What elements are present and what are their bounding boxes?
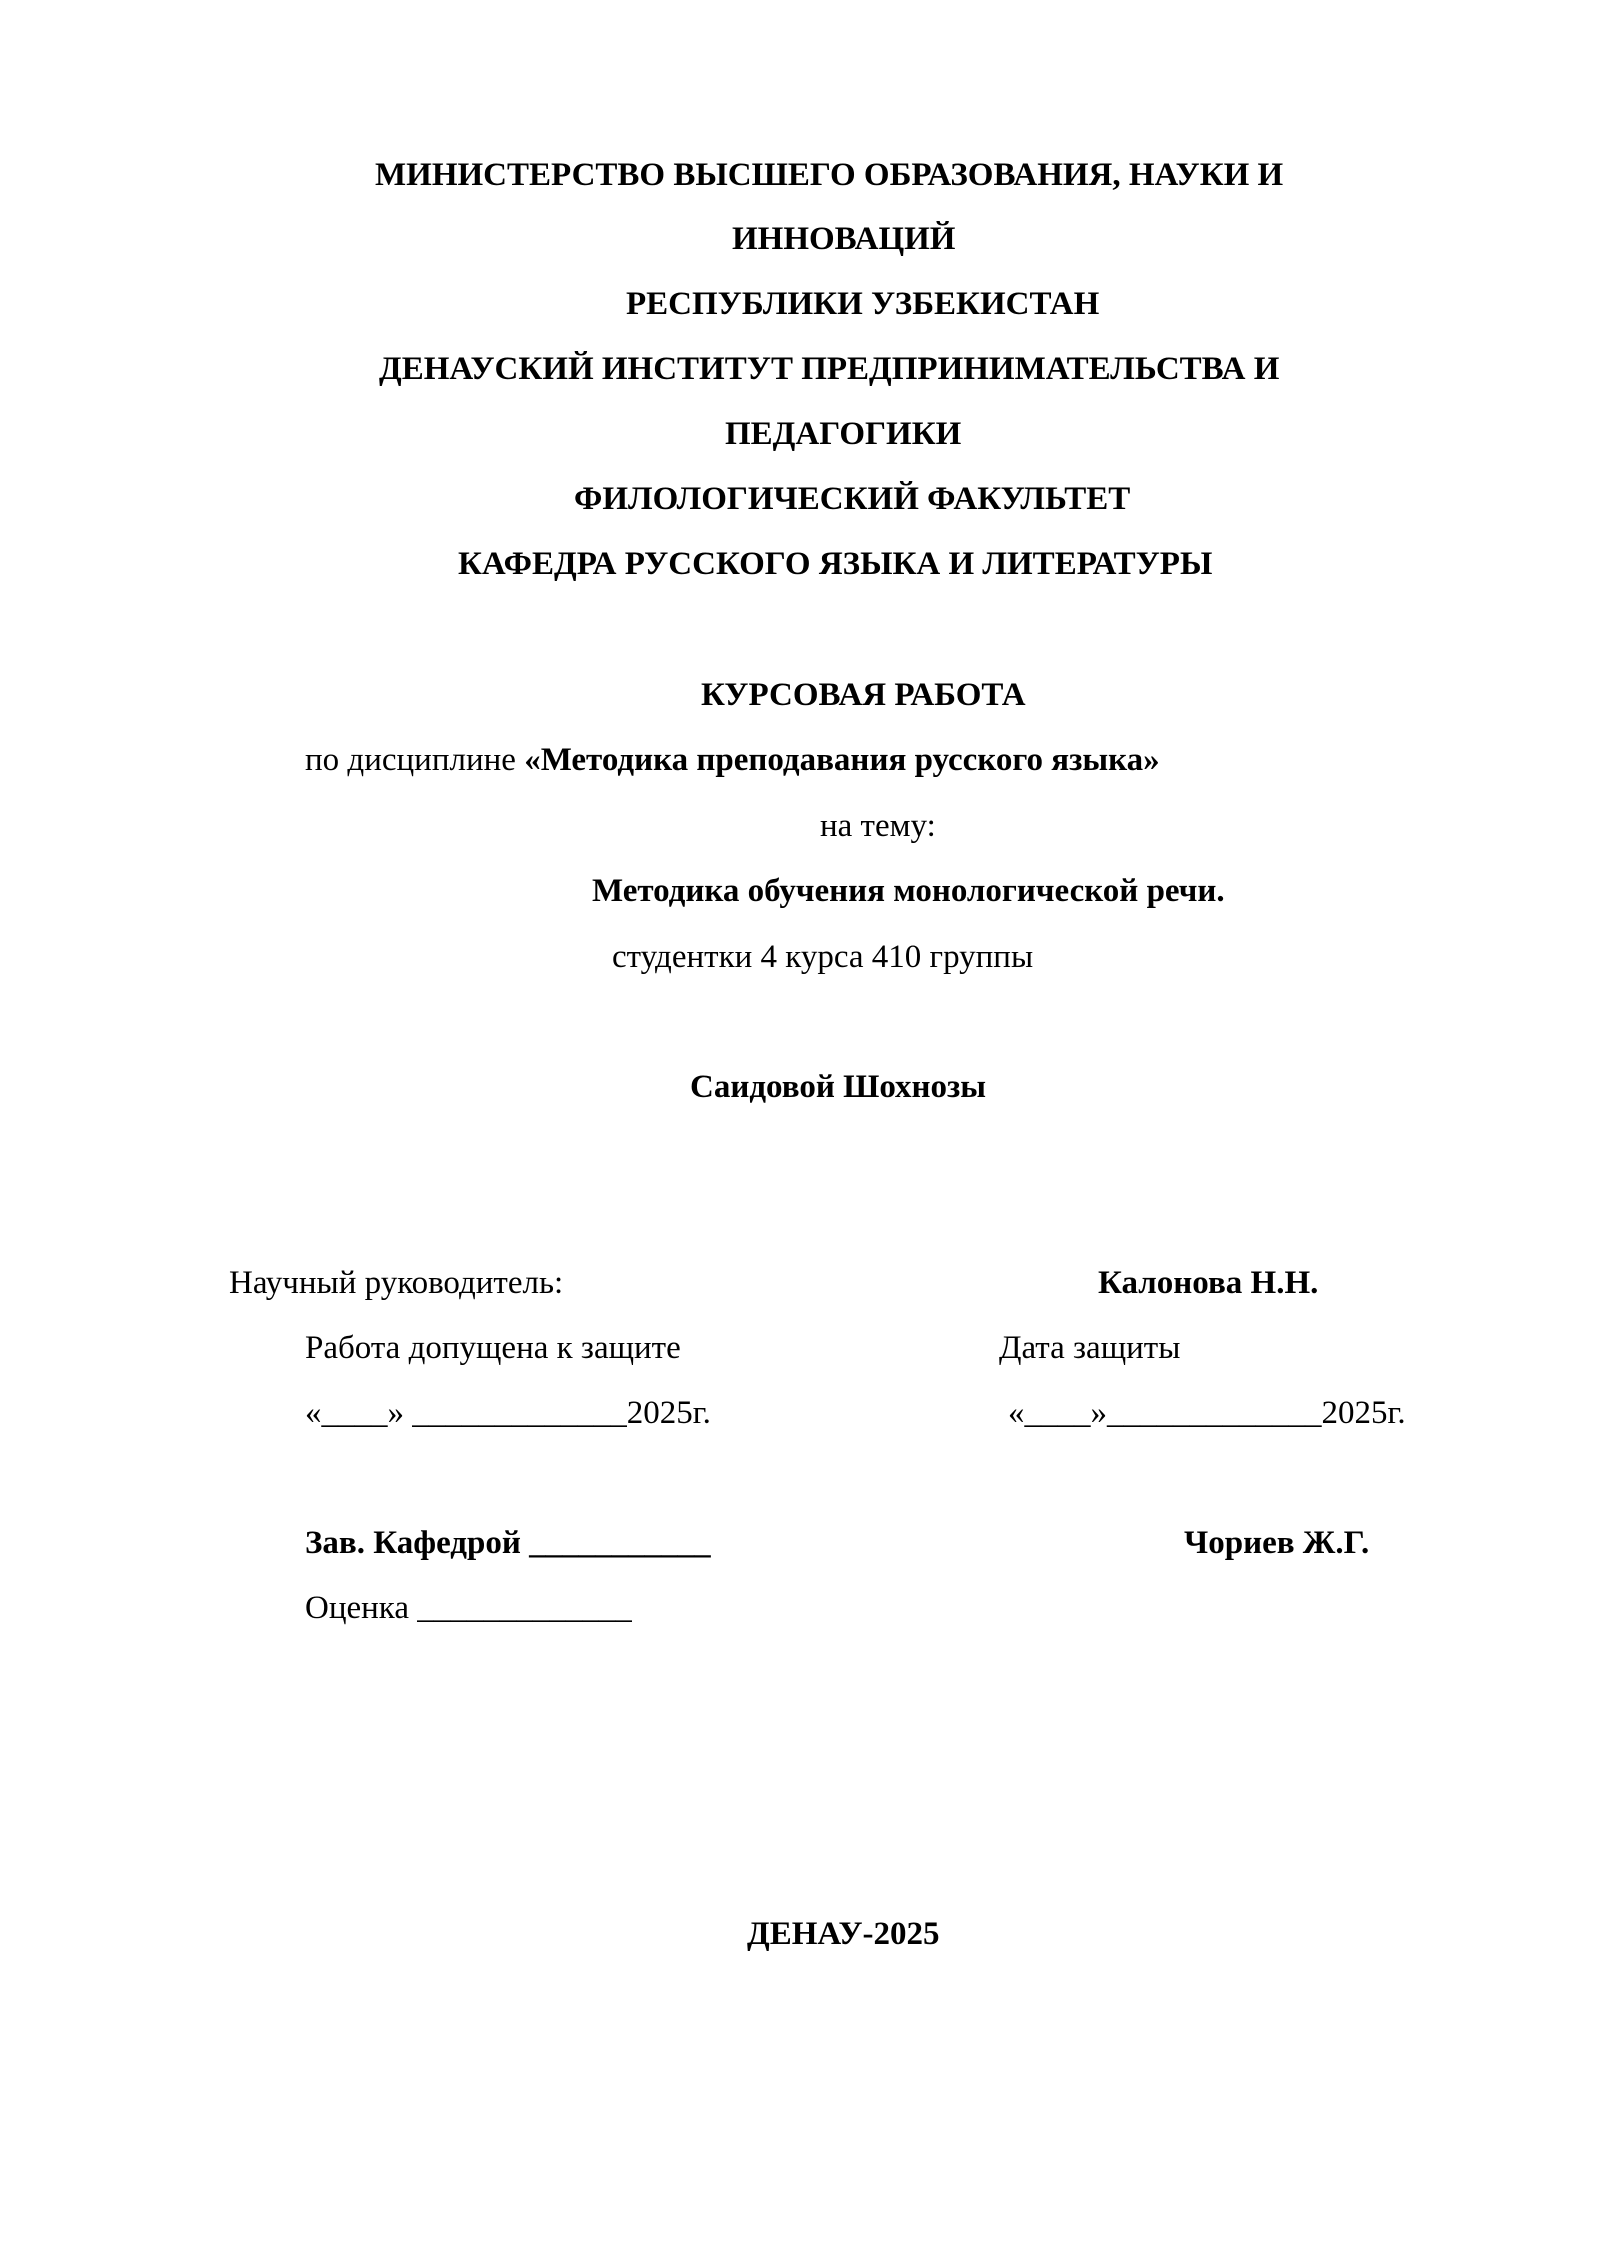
institute-line-2: ПЕДАГОГИКИ	[725, 416, 962, 452]
student-name: Саидовой Шохнозы	[690, 1069, 987, 1105]
admitted-date: «____» _____________2025г.	[305, 1395, 711, 1431]
ministry-line-2: ИННОВАЦИЙ	[732, 221, 956, 257]
head-of-department-label: Зав. Кафедрой ___________	[305, 1525, 711, 1561]
student-info: студентки 4 курса 410 группы	[612, 939, 1034, 975]
topic-title: Методика обучения монологической речи.	[592, 873, 1225, 909]
admitted-label: Работа допущена к защите	[305, 1330, 681, 1366]
institute-line-1: ДЕНАУСКИЙ ИНСТИТУТ ПРЕДПРИНИМАТЕЛЬСТВА И	[379, 351, 1280, 387]
republic-line: РЕСПУБЛИКИ УЗБЕКИСТАН	[626, 286, 1100, 322]
discipline-prefix: по дисциплине	[305, 742, 525, 778]
faculty-line: ФИЛОЛОГИЧЕСКИЙ ФАКУЛЬТЕТ	[574, 481, 1131, 517]
topic-prefix: на тему:	[820, 808, 936, 844]
supervisor-name: Калонова Н.Н.	[1098, 1265, 1319, 1301]
discipline-line	[305, 740, 1160, 780]
defense-date-label: Дата защиты	[999, 1330, 1181, 1366]
ministry-line-1: МИНИСТЕРСТВО ВЫСШЕГО ОБРАЗОВАНИЯ, НАУКИ И	[375, 157, 1284, 193]
defense-date: «____»_____________2025г.	[1008, 1395, 1406, 1431]
discipline-name: «Методика преподавания русского языка»	[524, 742, 1160, 778]
supervisor-label: Научный руководитель:	[229, 1265, 564, 1301]
city-year: ДЕНАУ-2025	[747, 1916, 940, 1952]
grade-label: Оценка _____________	[305, 1590, 632, 1626]
department-line: КАФЕДРА РУССКОГО ЯЗЫКА И ЛИТЕРАТУРЫ	[458, 546, 1213, 582]
head-of-department-name: Чориев Ж.Г.	[1184, 1525, 1370, 1561]
work-type: КУРСОВАЯ РАБОТА	[701, 677, 1026, 713]
